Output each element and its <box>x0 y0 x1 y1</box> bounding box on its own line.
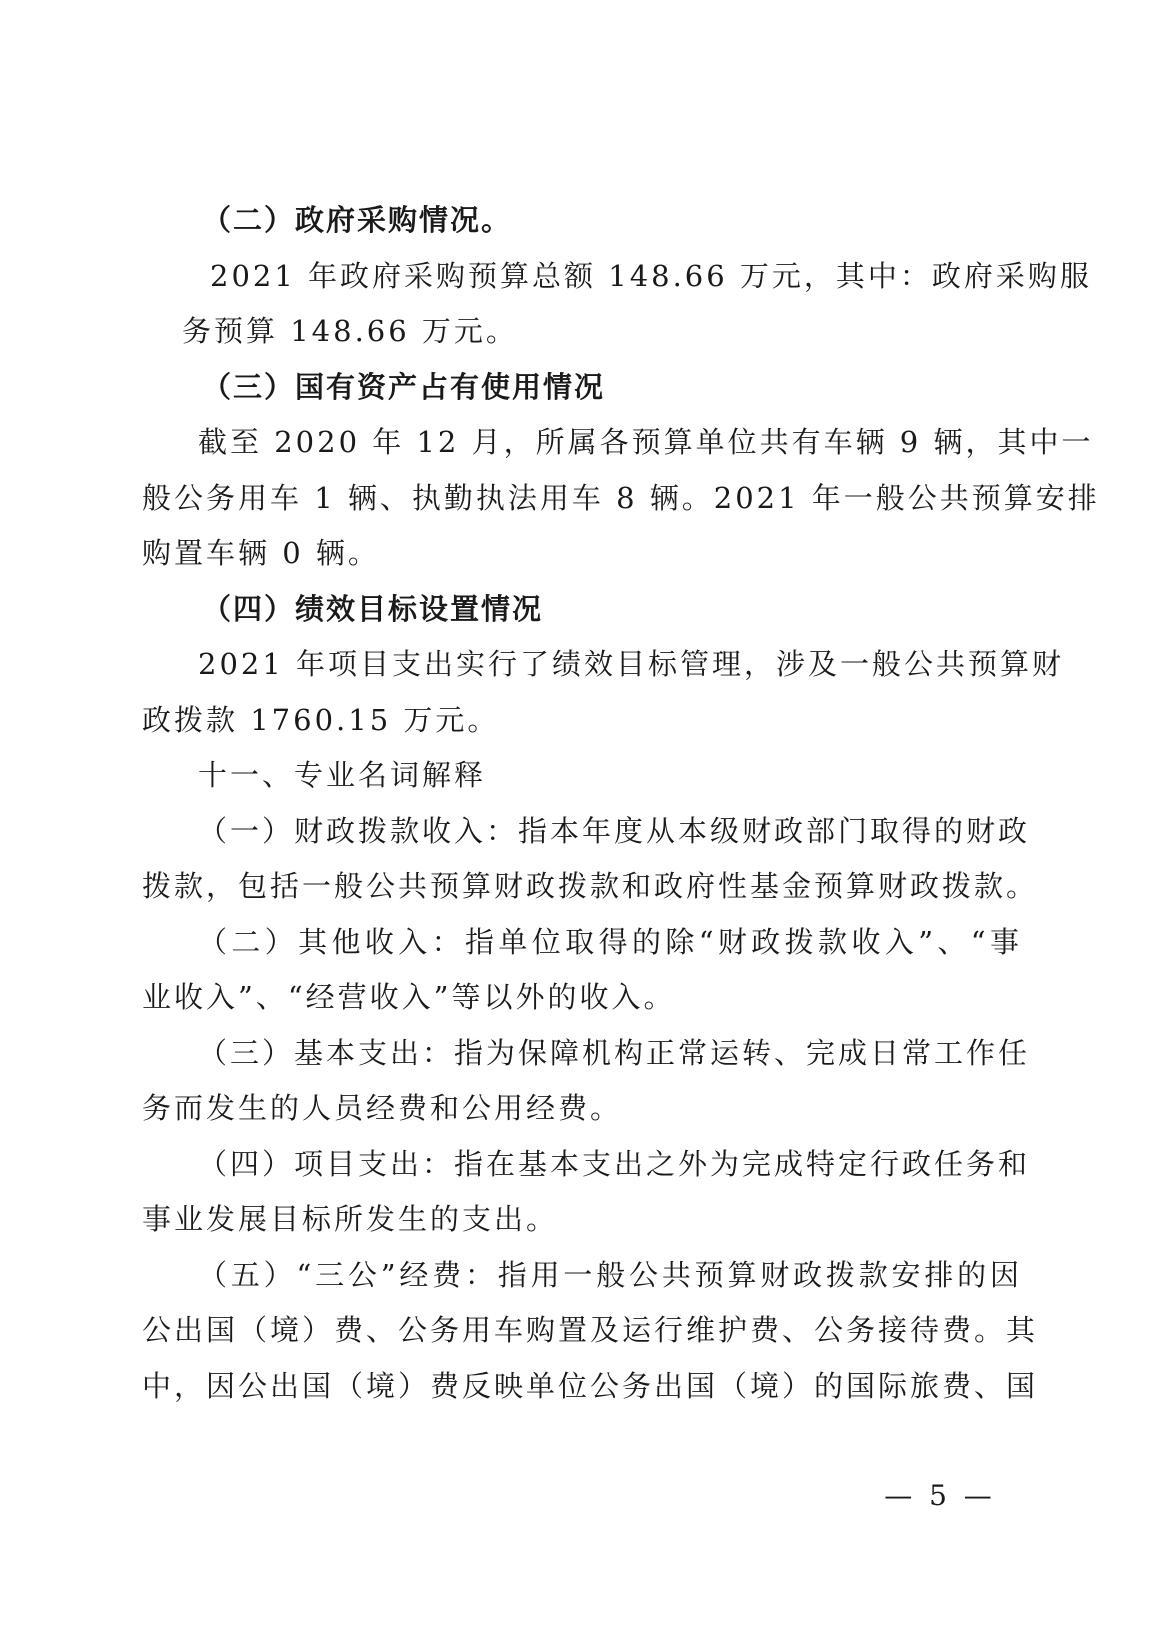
section-heading-government-procurement: （二）政府采购情况。 <box>202 203 513 237</box>
page-number: — 5 — <box>884 1479 996 1512</box>
paragraph-line: 截至 2020 年 12 月，所属各预算单位共有车辆 9 辆，其中一 <box>198 425 1094 459</box>
paragraph-line: 般公务用车 1 辆、执勤执法用车 8 辆。2021 年一般公共预算安排 <box>142 481 1100 515</box>
paragraph-line: 事业发展目标所发生的支出。 <box>142 1202 559 1236</box>
paragraph-line: （四）项目支出：指在基本支出之外为完成特定行政任务和 <box>198 1147 1031 1181</box>
paragraph-line: 中，因公出国（境）费反映单位公务出国（境）的国际旅费、国 <box>142 1369 1039 1403</box>
paragraph-line: （一）财政拨款收入：指本年度从本级财政部门取得的财政 <box>198 814 1031 848</box>
paragraph-line: 2021 年项目支出实行了绩效目标管理，涉及一般公共预算财 <box>198 647 1065 681</box>
section-heading-state-assets: （三）国有资产占有使用情况 <box>202 370 606 404</box>
paragraph-line: （五）“三公”经费：指用一般公共预算财政拨款安排的因 <box>198 1258 1022 1292</box>
paragraph-line: 购置车辆 0 辆。 <box>142 536 380 570</box>
paragraph-line: （二）其他收入：指单位取得的除“财政拨款收入”、“事 <box>198 925 1022 959</box>
paragraph-line: 公出国（境）费、公务用车购置及运行维护费、公务接待费。其 <box>142 1313 1039 1347</box>
section-heading-performance-targets: （四）绩效目标设置情况 <box>202 592 544 626</box>
paragraph-line: 政拨款 1760.15 万元。 <box>142 703 500 737</box>
paragraph-line: 务预算 148.66 万元。 <box>182 314 518 348</box>
section-heading-terminology: 十一、专业名词解释 <box>198 758 487 792</box>
paragraph-line: 务而发生的人员经费和公用经费。 <box>142 1091 623 1125</box>
paragraph-line: 业收入”、“经营收入”等以外的收入。 <box>142 980 676 1014</box>
paragraph-line: 拨款，包括一般公共预算财政拨款和政府性基金预算财政拨款。 <box>142 869 1039 903</box>
paragraph-line: 2021 年政府采购预算总额 148.66 万元，其中：政府采购服 <box>210 259 1092 293</box>
paragraph-line: （三）基本支出：指为保障机构正常运转、完成日常工作任 <box>198 1036 1031 1070</box>
